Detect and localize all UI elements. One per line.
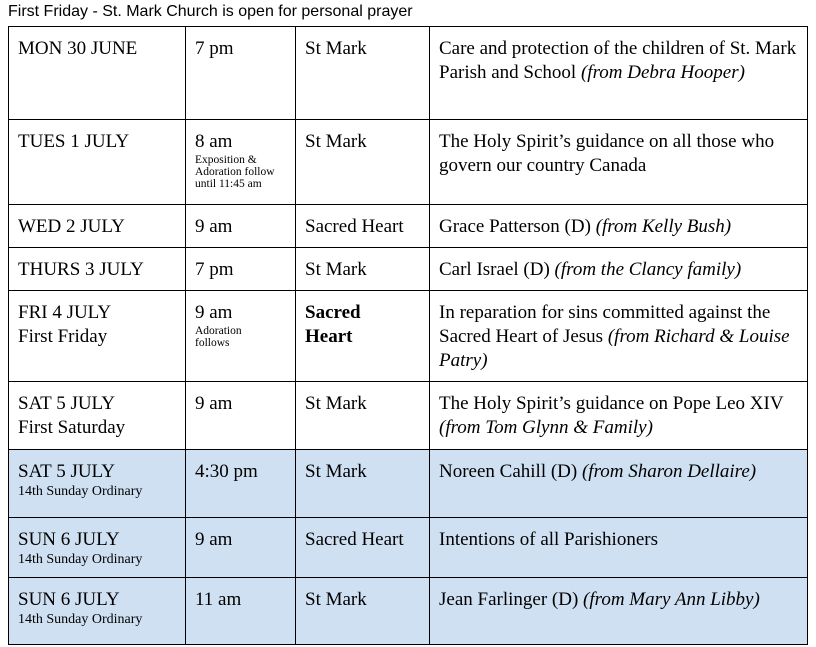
intention-text: Care and protection of the children of St. Mark Parish and School <box>439 38 797 83</box>
day-cell <box>9 518 186 578</box>
day-label: MON 30 JUNE <box>18 38 138 59</box>
time-label: 7 pm <box>195 38 234 59</box>
table-row <box>9 382 808 450</box>
time-note: Exposition & Adoration follow until 11:45 am <box>195 154 275 190</box>
intention-text: Grace Patterson (D) <box>439 216 591 237</box>
day-cell <box>9 120 186 205</box>
donor-text: (from Mary Ann Libby) <box>583 589 760 610</box>
intention-cell <box>430 291 808 382</box>
time-note: Adoration follows <box>195 325 242 349</box>
place-cell <box>296 518 430 578</box>
time-cell <box>186 205 296 248</box>
intention-cell <box>430 578 808 645</box>
day-label: TUES 1 JULY <box>18 131 130 152</box>
table-row <box>9 518 808 578</box>
time-cell <box>186 27 296 120</box>
day-label: SAT 5 JULY <box>18 393 115 414</box>
intention-cell <box>430 120 808 205</box>
day-cell <box>9 248 186 291</box>
time-cell <box>186 450 296 518</box>
day-label: SUN 6 JULY <box>18 529 120 550</box>
day-cell <box>9 291 186 382</box>
intention-cell <box>430 518 808 578</box>
donor-text: (from Kelly Bush) <box>595 216 732 237</box>
donor-text: (from Tom Glynn & Family) <box>439 417 653 438</box>
place-cell <box>296 205 430 248</box>
donor-text: (from the Clancy family) <box>554 259 742 280</box>
day-cell <box>9 450 186 518</box>
day-cell <box>9 205 186 248</box>
mass-schedule-table <box>8 26 808 645</box>
day-label: WED 2 JULY <box>18 216 125 237</box>
day-note: First Saturday <box>18 417 126 438</box>
intention-text: Noreen Cahill (D) <box>439 461 578 482</box>
table-row <box>9 450 808 518</box>
day-note: 14th Sunday Ordinary <box>18 484 143 499</box>
place-label: Sacred Heart <box>305 216 404 237</box>
intention-cell <box>430 27 808 120</box>
place-label: St Mark <box>305 259 367 280</box>
intention-text: In reparation for sins committed against the Sacred Heart of Jesus <box>439 302 771 347</box>
intention-cell <box>430 450 808 518</box>
time-label: 8 am <box>195 131 233 152</box>
time-cell <box>186 382 296 450</box>
time-label: 7 pm <box>195 259 234 280</box>
intention-cell <box>430 382 808 450</box>
table-row <box>9 578 808 645</box>
day-note: 14th Sunday Ordinary <box>18 612 143 627</box>
time-cell <box>186 291 296 382</box>
time-cell <box>186 120 296 205</box>
time-label: 9 am <box>195 302 233 323</box>
time-label: 4:30 pm <box>195 461 258 482</box>
time-cell <box>186 518 296 578</box>
table-row <box>9 205 808 248</box>
time-cell <box>186 248 296 291</box>
day-note: 14th Sunday Ordinary <box>18 552 143 567</box>
table-row <box>9 291 808 382</box>
donor-text: (from Sharon Dellaire) <box>581 461 757 482</box>
place-cell <box>296 450 430 518</box>
day-note: First Friday <box>18 326 108 347</box>
place-label: St Mark <box>305 393 367 414</box>
time-cell <box>186 578 296 645</box>
intention-cell <box>430 205 808 248</box>
time-label: 9 am <box>195 529 233 550</box>
day-label: FRI 4 JULY <box>18 302 112 323</box>
table-row <box>9 248 808 291</box>
time-label: 9 am <box>195 393 233 414</box>
place-label: Sacred Heart <box>305 302 361 347</box>
place-cell <box>296 578 430 645</box>
place-cell <box>296 291 430 382</box>
time-label: 11 am <box>195 589 242 610</box>
table-row <box>9 27 808 120</box>
day-label: SUN 6 JULY <box>18 589 120 610</box>
day-cell <box>9 578 186 645</box>
day-label: THURS 3 JULY <box>18 259 144 280</box>
intention-text: Carl Israel (D) <box>439 259 550 280</box>
place-cell <box>296 248 430 291</box>
page-heading: First Friday - St. Mark Church is open for personal prayer <box>8 3 413 20</box>
place-label: Sacred Heart <box>305 529 404 550</box>
donor-text: (from Richard & Louise Patry) <box>439 326 790 371</box>
intention-text: The Holy Spirit’s guidance on Pope Leo XIV <box>439 393 784 414</box>
table-row <box>9 120 808 205</box>
place-label: St Mark <box>305 131 367 152</box>
time-label: 9 am <box>195 216 233 237</box>
intention-cell <box>430 248 808 291</box>
intention-text: Jean Farlinger (D) <box>439 589 579 610</box>
intention-text: The Holy Spirit’s guidance on all those who govern our country Canada <box>439 131 775 176</box>
day-label: SAT 5 JULY <box>18 461 115 482</box>
day-cell <box>9 382 186 450</box>
day-cell <box>9 27 186 120</box>
place-label: St Mark <box>305 589 367 610</box>
place-cell <box>296 120 430 205</box>
donor-text: (from Debra Hooper) <box>580 62 745 83</box>
place-label: St Mark <box>305 38 367 59</box>
place-cell <box>296 382 430 450</box>
place-label: St Mark <box>305 461 367 482</box>
intention-text: Intentions of all Parishioners <box>439 529 658 550</box>
place-cell <box>296 27 430 120</box>
